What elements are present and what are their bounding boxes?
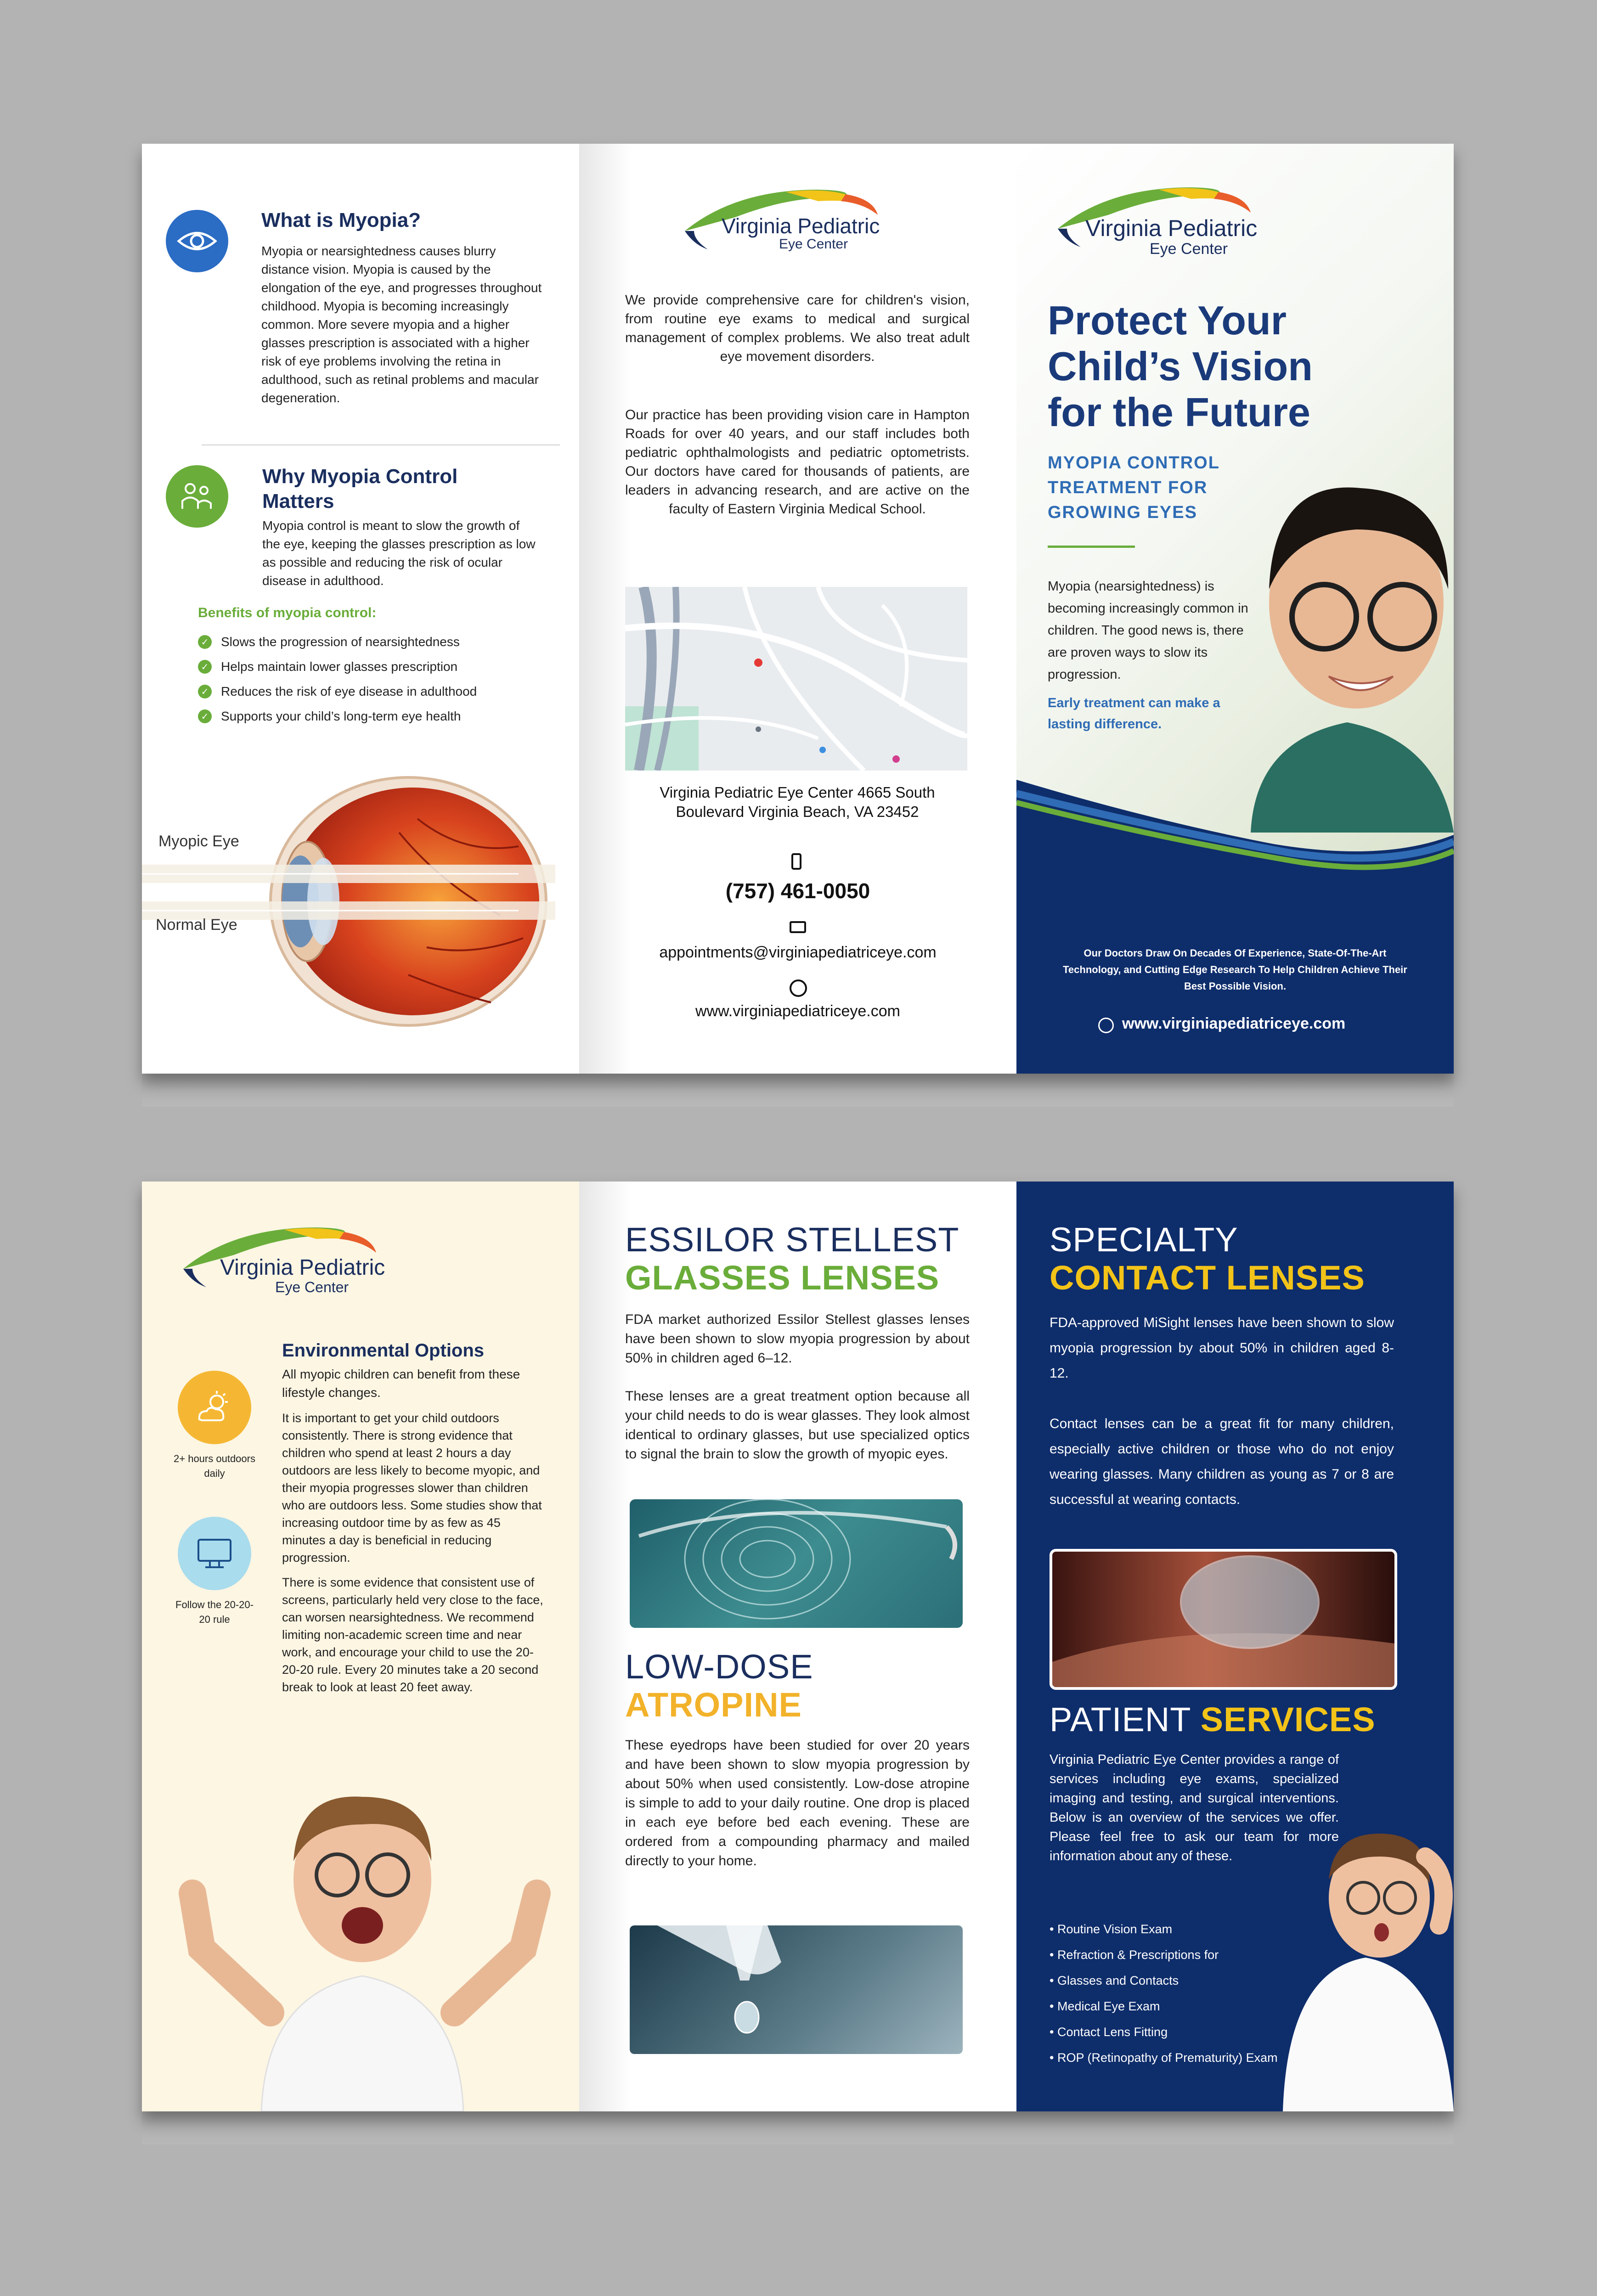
email-link[interactable]: appointments@virginiapediatriceye.com (659, 944, 937, 961)
service-item: • Routine Vision Exam (1050, 1922, 1173, 1936)
brochure-inside (142, 1182, 1454, 2111)
logo-name: Virginia Pediatric (722, 214, 880, 238)
cover-cta: Early treatment can make a lasting difference. (1048, 696, 1220, 732)
check-icon: ✓ (198, 709, 212, 723)
specialty-heading-line2: CONTACT LENSES (1050, 1259, 1365, 1297)
logo (1039, 178, 1315, 256)
what-body: Myopia or nearsightedness causes blurry distance vision. Myopia is caused by the elongation of the eye, and progresses throughout childhood. Myopia is becoming increasingly common. More severe myopia and a higher glasses prescription is associated with a higher risk of eye problems involving the retina in adulthood, such as retinal problems and macular degeneration. (261, 244, 542, 405)
normal-eye-label: Normal Eye (156, 916, 237, 934)
rule-label: Follow the 20-20-20 rule (175, 1599, 254, 1625)
essilor-paragraph-1: FDA market authorized Essilor Stellest glasses lenses have been shown to slow myopia progression by about 50% in children aged 6–12. (625, 1312, 970, 1366)
benefit-item: ✓ Helps maintain lower glasses prescription (198, 654, 565, 679)
why-title: Why Myopia Control Matters (262, 465, 458, 512)
specialty-paragraph-2: Contact lenses can be a great fit for many children, especially active children or those who do not enjoy wearing glasses. Many children as young as 7 or 8 are successful at wearing contacts. (1050, 1416, 1394, 1507)
eyedrop-photo (630, 1925, 963, 2054)
service-item: • Medical Eye Exam (1050, 1999, 1160, 2013)
logo-sub: Eye Center (1150, 240, 1228, 258)
atropine-paragraph: These eyedrops have been studied for over 20 years and have been shown to slow myopia progression by about 50% when used consistently. Low-dose atropine is simple to add to your daily routine. One drop is placed in each eye before bed each evening. These are ordered from a compounding pharmacy and mailed directly to your home. (625, 1738, 970, 1868)
panel-environmental (142, 1182, 579, 2111)
panel-about (579, 144, 1016, 1074)
family-icon (166, 465, 228, 528)
benefit-item: ✓ Reduces the risk of eye disease in adulthood (198, 679, 565, 704)
logo-name: Virginia Pediatric (220, 1255, 385, 1280)
excited-child-photo (160, 1756, 564, 2111)
cover-website-link[interactable]: www.virginiapediatriceye.com (1122, 1015, 1346, 1032)
globe-icon (1098, 1018, 1114, 1033)
logo (174, 1218, 431, 1296)
intro-paragraph-2: Our practice has been providing vision care in Hampton Roads for over 40 years, and our staff includes both pediatric ophthalmologists and pediatric optometrists. Our doctors have cared for thousands of patients, are leaders in advancing research, and are active on the faculty of Eastern Virginia Medical School. (625, 407, 970, 517)
benefit-item: ✓ Slows the progression of nearsightedness (198, 630, 565, 654)
logo-sub: Eye Center (275, 1279, 349, 1295)
check-icon: ✓ (198, 635, 212, 649)
cover-tagline: Our Doctors Draw On Decades Of Experience, State-Of-The-Art Technology, and Cutting Edge Research To Help Children Achieve Their Best Possible Vision. (1063, 947, 1407, 992)
panel-myopia-info (142, 144, 579, 1074)
contact-lens-photo (1050, 1549, 1397, 1690)
panel-treatments (579, 1182, 1016, 2111)
services-heading (1050, 1700, 1376, 1739)
phone-icon (791, 853, 801, 870)
cover-body: Myopia (nearsightedness) is becoming increasingly common in children. The good news is, there are proven ways to slow its progression. (1048, 579, 1248, 682)
panel-contacts-services (1016, 1182, 1454, 2111)
env-intro: All myopic children can benefit from these lifestyle changes. (282, 1367, 520, 1400)
logo (680, 180, 928, 259)
why-body: Myopia control is meant to slow the growth of the eye, keeping the glasses prescription as low as possible and reducing the risk of ocular disease in adulthood. (262, 518, 536, 588)
brochure-outside (142, 144, 1454, 1074)
globe-icon (790, 979, 807, 997)
specialty-heading-line1: SPECIALTY (1050, 1221, 1238, 1259)
service-item: • Refraction & Prescriptions for (1050, 1948, 1219, 1962)
env-paragraph-1: It is important to get your child outdoors consistently. There is strong evidence that children who spend at least 2 hours a day outdoors are less likely to become myopic, and their myopia progresses slower than children who are outdoors less. Some studies show that increasing outdoor time by as few as 45 minutes a day is beneficial in reducing progression. (282, 1411, 542, 1564)
services-heading-word2: SERVICES (1200, 1700, 1376, 1739)
benefit-item: ✓ Supports your child’s long-term eye health (198, 704, 565, 729)
outdoors-label: 2+ hours outdoors daily (174, 1453, 255, 1479)
benefits-list (198, 630, 565, 729)
sun-cloud-icon (178, 1371, 251, 1444)
eye-icon (166, 210, 228, 272)
stellest-lens-photo (630, 1499, 963, 1628)
service-item: • Glasses and Contacts (1050, 1974, 1179, 1987)
accent-rule (1048, 546, 1135, 548)
check-icon: ✓ (198, 660, 212, 674)
service-item: • ROP (Retinopathy of Prematurity) Exam (1050, 2051, 1278, 2065)
location-map (625, 587, 967, 771)
specialty-paragraph-1: FDA-approved MiSight lenses have been shown to slow myopia progression by about 50% in children aged 8-12. (1050, 1315, 1394, 1381)
intro-paragraph-1: We provide comprehensive care for children's vision, from routine eye exams to medical and surgical management of complex problems. We also treat adult eye movement disorders. (625, 293, 970, 364)
myopic-eye-label: Myopic Eye (158, 833, 239, 850)
essilor-paragraph-2: These lenses are a great treatment option because all your child needs to do is wear glasses. They look almost identical to ordinary glasses, but use specialized optics to signal the brain to slow the growth of myopic eyes. (625, 1389, 970, 1462)
service-item: • Contact Lens Fitting (1050, 2025, 1168, 2039)
services-heading-word1: PATIENT (1050, 1700, 1191, 1739)
benefits-title: Benefits of myopia control: (198, 605, 377, 620)
essilor-heading-line1: ESSILOR STELLEST (625, 1221, 959, 1259)
cover-headline: Protect Your Child’s Vision for the Future (1048, 298, 1313, 435)
panel-cover (1016, 144, 1454, 1074)
computer-screen-icon (178, 1517, 251, 1590)
what-title: What is Myopia? (261, 209, 421, 231)
env-title: Environmental Options (282, 1340, 485, 1361)
website-link[interactable]: www.virginiapediatriceye.com (695, 1002, 900, 1020)
cover-subhead: MYOPIA CONTROL TREATMENT FOR GROWING EYES (1048, 453, 1220, 522)
mail-icon (790, 921, 806, 933)
logo-name: Virginia Pediatric (1085, 215, 1258, 241)
atropine-heading-line1: LOW-DOSE (625, 1648, 813, 1686)
essilor-heading-line2: GLASSES LENSES (625, 1259, 940, 1297)
atropine-heading-line2: ATROPINE (625, 1686, 802, 1724)
services-list (1050, 1916, 1278, 2071)
address: Virginia Pediatric Eye Center 4665 South Boulevard Virginia Beach, VA 23452 (660, 784, 935, 820)
eye-anatomy-illustration (142, 764, 579, 1048)
logo-sub: Eye Center (779, 236, 848, 252)
env-paragraph-2: There is some evidence that consistent use of screens, particularly held very close to the face, can worsen nearsightedness. We recommend limiting non-academic screen time and near work, and encourage your child to use the 20-20-20 rule. Every 20 minutes take a 20 second break to look at least 20 feet away. (282, 1576, 543, 1694)
phone-number[interactable]: (757) 461-0050 (725, 879, 870, 903)
check-icon: ✓ (198, 685, 212, 698)
services-paragraph: Virginia Pediatric Eye Center provides a range of services including eye exams, specialized imaging and testing, and surgical interventions. Below is an overview of the services we offer. Please feel free to ask our team for more information about any of these. (1050, 1752, 1339, 1863)
